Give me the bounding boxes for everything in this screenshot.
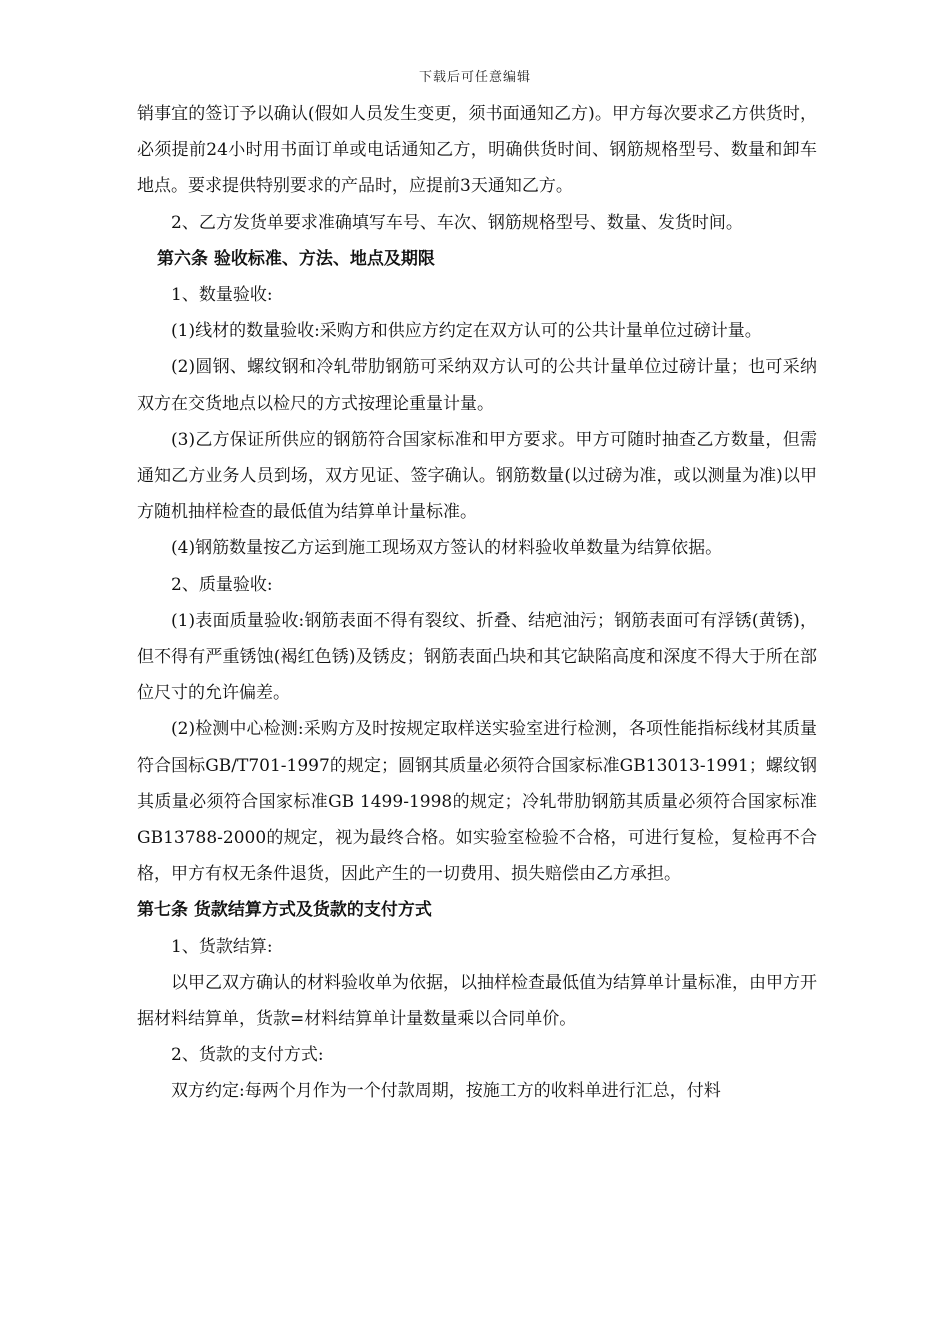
paragraph-settlement-method: 以甲乙双方确认的材料验收单为依据，以抽样检查最低值为结算单计量标准，由甲方开据材料结算单，货款=材料结算单计量数量乘以合同单价。 (137, 972, 817, 1030)
paragraph-delivery-note: 2、乙方发货单要求准确填写车号、车次、钢筋规格型号、数量、发货时间。 (171, 212, 743, 233)
paragraph-payment-cycle: 双方约定:每两个月作为一个付款周期，按施工方的收料单进行汇总，付料 (171, 1081, 721, 1102)
paragraph-wire-quantity: (1)线材的数量验收:采购方和供应方约定在双方认可的公共计量单位过磅计量。 (171, 321, 762, 342)
paragraph-settlement-basis: (4)钢筋数量按乙方运到施工现场双方签认的材料验收单数量为结算依据。 (171, 538, 723, 559)
paragraph-surface-quality: (1)表面质量验收:钢筋表面不得有裂纹、折叠、结疤油污；钢筋表面可有浮锈(黄锈)，但不得有严重锈蚀(褐红色锈)及锈皮；钢筋表面凸块和其它缺陷高度和深度不得大于所在部位尺寸的允许偏差。 (137, 610, 817, 704)
subheading-quantity-acceptance: 1、数量验收: (171, 285, 273, 306)
paragraph-round-steel-quantity: (2)圆钢、螺纹钢和冷轧带肋钢筋可采纳双方认可的公共计量单位过磅计量；也可采纳双方在交货地点以检尺的方式按理论重量计量。 (137, 357, 817, 414)
document-body (137, 96, 817, 1110)
section-heading-article-6: 第六条 验收标准、方法、地点及期限 (157, 248, 435, 269)
section-heading-article-7: 第七条 货款结算方式及货款的支付方式 (137, 900, 432, 921)
subheading-quality-acceptance: 2、质量验收: (171, 574, 273, 595)
paragraph-quality-guarantee: (3)乙方保证所供应的钢筋符合国家标准和甲方要求。甲方可随时抽查乙方数量，但需通知乙方业务人员到场，双方见证、签字确认。钢筋数量(以过磅为准，或以测量为准)以甲方随机抽样检查的最低值为结算单计量标准。 (137, 429, 817, 523)
paragraph-supply-notice: 销事宜的签订予以确认(假如人员发生变更，须书面通知乙方)。甲方每次要求乙方供货时，必须提前24小时用书面订单或电话通知乙方，明确供货时间、钢筋规格型号、数量和卸车地点。要求提供特别要求的产品时，应提前3天通知乙方。 (137, 104, 817, 197)
paragraph-lab-testing: (2)检测中心检测:采购方及时按规定取样送实验室进行检测，各项性能指标线材其质量符合国标GB/T701-1997的规定；圆钢其质量必须符合国家标准GB13013-1991；螺纹钢其质量必须符合国家标准GB 1499-1998的规定；冷轧带肋钢筋其质量必须符合国家标准GB13788-2000的规定，视为最终合格。如实验室检验不合格，可进行复检，复检再不合格，甲方有权无条件退货，因此产生的一切费用、损失赔偿由乙方承担。 (137, 719, 817, 885)
subheading-payment-settlement: 1、货款结算: (171, 936, 273, 957)
page-header-note: 下载后可任意编辑 (418, 70, 531, 85)
subheading-payment-method: 2、货款的支付方式: (171, 1045, 324, 1066)
